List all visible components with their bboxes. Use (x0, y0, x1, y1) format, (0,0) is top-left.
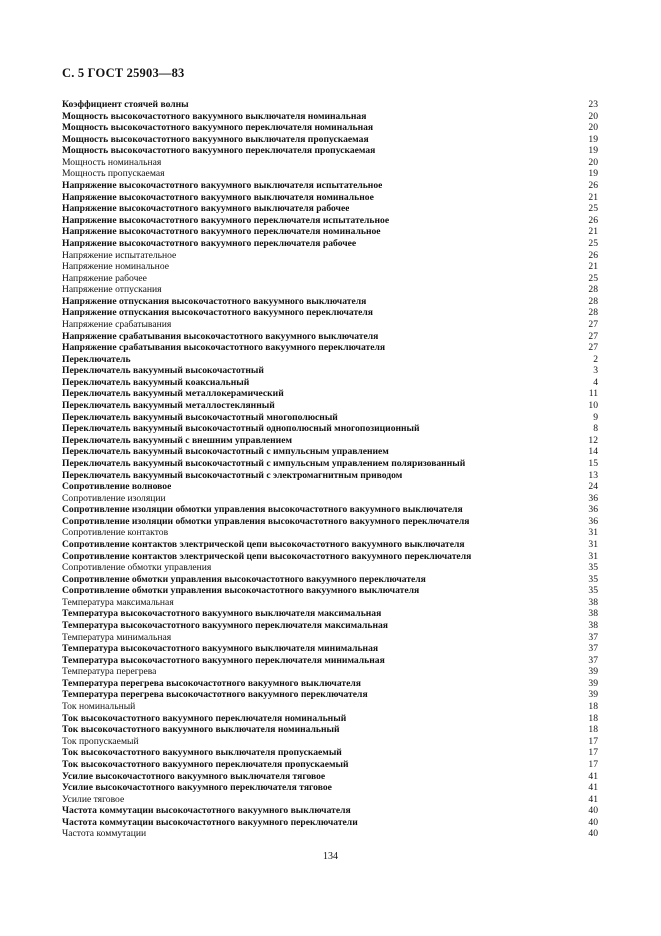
index-term: Мощность номинальная (62, 156, 162, 168)
index-entry (62, 678, 598, 690)
index-page-ref: 23 (588, 99, 598, 110)
index-page-ref: 19 (588, 168, 598, 180)
index-entry (62, 319, 598, 331)
index-entry (62, 470, 598, 482)
index-term: Сопротивление изоляции обмотки управления высокочастотного вакуумного выключателя (62, 504, 463, 516)
index-term: Сопротивление контактов электрической цепи высокочастотного вакуумного переключателя (62, 550, 472, 562)
index-term: Напряжение высокочастотного вакуумного переключателя испытательное (62, 214, 390, 226)
index-term: Ток высокочастотного вакуумного выключателя номинальный (62, 724, 340, 736)
index-page-ref: 31 (588, 550, 598, 562)
index-term: Переключатель вакуумный высокочастотный с импульсным управлением (62, 446, 389, 458)
index-term: Переключатель вакуумный коаксиальный (62, 376, 250, 388)
index-page-ref: 38 (588, 596, 598, 608)
index-term: Ток номинальный (62, 701, 136, 713)
index-page-ref: 37 (588, 654, 598, 666)
index-term: Переключатель вакуумный высокочастотный (62, 365, 264, 377)
index-page-ref: 28 (588, 295, 598, 307)
index-entry (62, 562, 598, 574)
index-entry (62, 423, 598, 435)
index-entry (62, 516, 598, 528)
index-page-ref: 39 (588, 689, 598, 701)
index-entry (62, 551, 598, 563)
index-entry (62, 481, 598, 493)
index-term: Переключатель вакуумный высокочастотный однополюсный многопозиционный (62, 423, 420, 435)
index-page-ref: 2 (593, 353, 598, 365)
index-entry (62, 354, 598, 366)
index-page-ref: 25 (588, 203, 598, 215)
index-entry (62, 400, 598, 412)
index-entry (62, 377, 598, 389)
index-term: Температура перегрева (62, 666, 157, 678)
index-term: Сопротивление изоляции (62, 492, 166, 504)
index-term: Мощность высокочастотного вакуумного переключателя номинальная (62, 122, 374, 134)
index-page-ref: 20 (588, 122, 598, 134)
index-term: Температура высокочастотного вакуумного выключателя минимальная (62, 643, 379, 655)
index-entry (62, 759, 598, 771)
index-entry (62, 261, 598, 273)
index-term: Напряжение испытательное (62, 249, 177, 261)
index-page-ref: 35 (588, 562, 598, 574)
index-entry (62, 597, 598, 609)
index-page-ref: 37 (588, 643, 598, 655)
index-term: Температура максимальная (62, 596, 174, 608)
index-page-ref: 26 (588, 249, 598, 261)
index-entry (62, 527, 598, 539)
term-index (62, 99, 598, 840)
index-page-ref: 39 (588, 677, 598, 689)
index-term: Напряжение срабатывания высокочастотного вакуумного переключателя (62, 342, 386, 354)
index-entry (62, 689, 598, 701)
index-page-ref: 36 (588, 504, 598, 516)
index-page-ref: 19 (588, 145, 598, 157)
index-term: Напряжение высокочастотного вакуумного переключателя рабочее (62, 237, 357, 249)
index-term: Мощность высокочастотного вакуумного выключателя пропускаемая (62, 133, 369, 145)
index-page-ref: 41 (588, 793, 598, 805)
index-page-ref: 4 (593, 376, 598, 388)
index-entry (62, 782, 598, 794)
index-page-ref: 36 (588, 515, 598, 527)
index-term: Частота коммутации высокочастотного вакуумного переключатели (62, 816, 358, 828)
index-page-ref: 24 (588, 481, 598, 493)
index-entry (62, 504, 598, 516)
index-term: Сопротивление обмотки управления (62, 562, 212, 574)
index-term: Коэффициент стоячей волны (62, 99, 189, 110)
index-entry (62, 331, 598, 343)
index-page-ref: 18 (588, 701, 598, 713)
index-entry (62, 701, 598, 713)
index-page-ref: 27 (588, 330, 598, 342)
index-entry (62, 307, 598, 319)
index-term: Напряжение срабатывания (62, 318, 172, 330)
index-entry (62, 168, 598, 180)
index-entry (62, 157, 598, 169)
index-term: Частота коммутации высокочастотного вакуумного выключателя (62, 805, 351, 817)
index-term: Напряжение рабочее (62, 272, 147, 284)
index-term: Сопротивление волновое (62, 481, 172, 493)
index-entry (62, 145, 598, 157)
index-entry (62, 134, 598, 146)
index-page-ref: 21 (588, 226, 598, 238)
index-page-ref: 27 (588, 318, 598, 330)
index-entry (62, 342, 598, 354)
index-entry (62, 643, 598, 655)
index-page-ref: 25 (588, 272, 598, 284)
index-term: Сопротивление изоляции обмотки управления высокочастотного вакуумного переключателя (62, 515, 470, 527)
index-term: Усилие высокочастотного вакуумного переключателя тяговое (62, 782, 332, 794)
index-page-ref: 20 (588, 110, 598, 122)
index-entry (62, 226, 598, 238)
index-entry (62, 608, 598, 620)
index-page-ref: 38 (588, 608, 598, 620)
index-entry (62, 620, 598, 632)
index-entry (62, 771, 598, 783)
index-term: Ток высокочастотного вакуумного переключателя номинальный (62, 712, 347, 724)
index-page-ref: 26 (588, 180, 598, 192)
index-entry (62, 713, 598, 725)
index-page-ref: 11 (588, 388, 598, 400)
index-term: Сопротивление обмотки управления высокочастотного вакуумного выключателя (62, 585, 420, 597)
index-entry (62, 111, 598, 123)
index-term: Мощность пропускаемая (62, 168, 165, 180)
index-page-ref: 14 (588, 446, 598, 458)
index-term: Усилие высокочастотного вакуумного выключателя тяговое (62, 770, 326, 782)
index-entry (62, 632, 598, 644)
index-term: Сопротивление обмотки управления высокочастотного вакуумного переключателя (62, 573, 426, 585)
index-term: Температура высокочастотного вакуумного переключателя минимальная (62, 654, 385, 666)
index-page-ref: 28 (588, 307, 598, 319)
index-entry (62, 458, 598, 470)
index-term: Ток пропускаемый (62, 735, 139, 747)
index-page-ref: 41 (588, 782, 598, 794)
index-term: Переключатель вакуумный высокочастотный многополюсный (62, 411, 338, 423)
page-number: 134 (323, 851, 338, 862)
index-term: Переключатель вакуумный высокочастотный с электромагнитным приводом (62, 469, 403, 481)
index-page-ref: 25 (588, 237, 598, 249)
index-page-ref: 26 (588, 214, 598, 226)
index-term: Температура высокочастотного вакуумного переключателя максимальная (62, 620, 388, 632)
index-page-ref: 21 (588, 261, 598, 273)
index-page-ref: 17 (588, 747, 598, 759)
index-page-ref: 15 (588, 457, 598, 469)
index-page-ref: 35 (588, 573, 598, 585)
index-page-ref: 13 (588, 469, 598, 481)
index-term: Мощность высокочастотного вакуумного выключателя номинальная (62, 110, 367, 122)
index-page-ref: 18 (588, 724, 598, 736)
index-term: Переключатель вакуумный с внешним управлением (62, 434, 293, 446)
index-term: Напряжение отпускания высокочастотного вакуумного переключателя (62, 307, 373, 319)
index-page-ref: 40 (588, 805, 598, 817)
index-entry (62, 273, 598, 285)
index-term: Переключатель вакуумный металлокерамический (62, 388, 284, 400)
index-entry (62, 435, 598, 447)
index-term: Температура минимальная (62, 631, 172, 643)
index-term: Сопротивление контактов (62, 527, 169, 539)
index-page-ref: 9 (593, 411, 598, 423)
index-page-ref: 27 (588, 342, 598, 354)
index-page-ref: 31 (588, 538, 598, 550)
index-entry (62, 203, 598, 215)
index-entry (62, 493, 598, 505)
index-term: Напряжение срабатывания высокочастотного вакуумного выключателя (62, 330, 379, 342)
index-page-ref: 37 (588, 631, 598, 643)
index-term: Температура перегрева высокочастотного вакуумного выключателя (62, 677, 361, 689)
index-term: Напряжение высокочастотного вакуумного выключателя номинальное (62, 191, 374, 203)
index-page-ref: 21 (588, 191, 598, 203)
index-entry (62, 817, 598, 829)
index-entry (62, 365, 598, 377)
index-page-ref: 39 (588, 666, 598, 678)
index-entry (62, 99, 598, 111)
index-page-ref: 41 (588, 770, 598, 782)
index-page-ref: 18 (588, 712, 598, 724)
index-page-ref: 19 (588, 133, 598, 145)
index-page-ref: 8 (593, 423, 598, 435)
index-page-ref: 36 (588, 492, 598, 504)
index-term: Напряжение номинальное (62, 261, 169, 273)
index-entry (62, 666, 598, 678)
page-header: С. 5 ГОСТ 25903—83 (62, 66, 185, 80)
index-entry (62, 122, 598, 134)
index-page-ref: 28 (588, 284, 598, 296)
index-term: Мощность высокочастотного вакуумного переключателя пропускаемая (62, 145, 376, 157)
index-term: Переключатель (62, 353, 131, 365)
index-page-ref: 40 (588, 816, 598, 828)
index-page-ref: 17 (588, 758, 598, 770)
index-term: Напряжение высокочастотного вакуумного переключателя номинальное (62, 226, 381, 238)
index-term: Температура перегрева высокочастотного вакуумного переключателя (62, 689, 368, 701)
index-entry (62, 215, 598, 227)
index-entry (62, 724, 598, 736)
index-page-ref: 40 (588, 828, 598, 840)
index-page-ref: 12 (588, 434, 598, 446)
index-term: Напряжение высокочастотного вакуумного выключателя испытательное (62, 180, 383, 192)
index-term: Переключатель вакуумный высокочастотный с импульсным управлением поляризованный (62, 457, 466, 469)
index-entry (62, 747, 598, 759)
index-page-ref: 3 (593, 365, 598, 377)
index-term: Напряжение отпускания высокочастотного вакуумного выключателя (62, 295, 367, 307)
index-entry (62, 794, 598, 806)
index-entry (62, 446, 598, 458)
index-page-ref: 31 (588, 527, 598, 539)
index-term: Напряжение отпускания (62, 284, 162, 296)
index-entry (62, 296, 598, 308)
index-entry (62, 736, 598, 748)
index-entry (62, 238, 598, 250)
index-entry (62, 180, 598, 192)
index-page-ref: 20 (588, 156, 598, 168)
index-entry (62, 192, 598, 204)
index-term: Ток высокочастотного вакуумного выключателя пропускаемый (62, 747, 342, 759)
index-term: Частота коммутации (62, 828, 147, 840)
index-page-ref: 10 (588, 400, 598, 412)
index-entry (62, 805, 598, 817)
index-term: Усилие тяговое (62, 793, 125, 805)
index-entry (62, 828, 598, 840)
index-term: Напряжение высокочастотного вакуумного выключателя рабочее (62, 203, 350, 215)
index-term: Переключатель вакуумный металлостеклянный (62, 400, 275, 412)
index-term: Ток высокочастотного вакуумного переключателя пропускаемый (62, 758, 349, 770)
index-entry (62, 284, 598, 296)
index-entry (62, 655, 598, 667)
index-term: Температура высокочастотного вакуумного выключателя максимальная (62, 608, 382, 620)
index-entry (62, 250, 598, 262)
index-entry (62, 539, 598, 551)
index-page-ref: 17 (588, 735, 598, 747)
index-page-ref: 35 (588, 585, 598, 597)
index-entry (62, 585, 598, 597)
index-entry (62, 574, 598, 586)
index-page-ref: 38 (588, 620, 598, 632)
index-term: Сопротивление контактов электрической цепи высокочастотного вакуумного выключателя (62, 538, 465, 550)
index-entry (62, 412, 598, 424)
index-entry (62, 388, 598, 400)
